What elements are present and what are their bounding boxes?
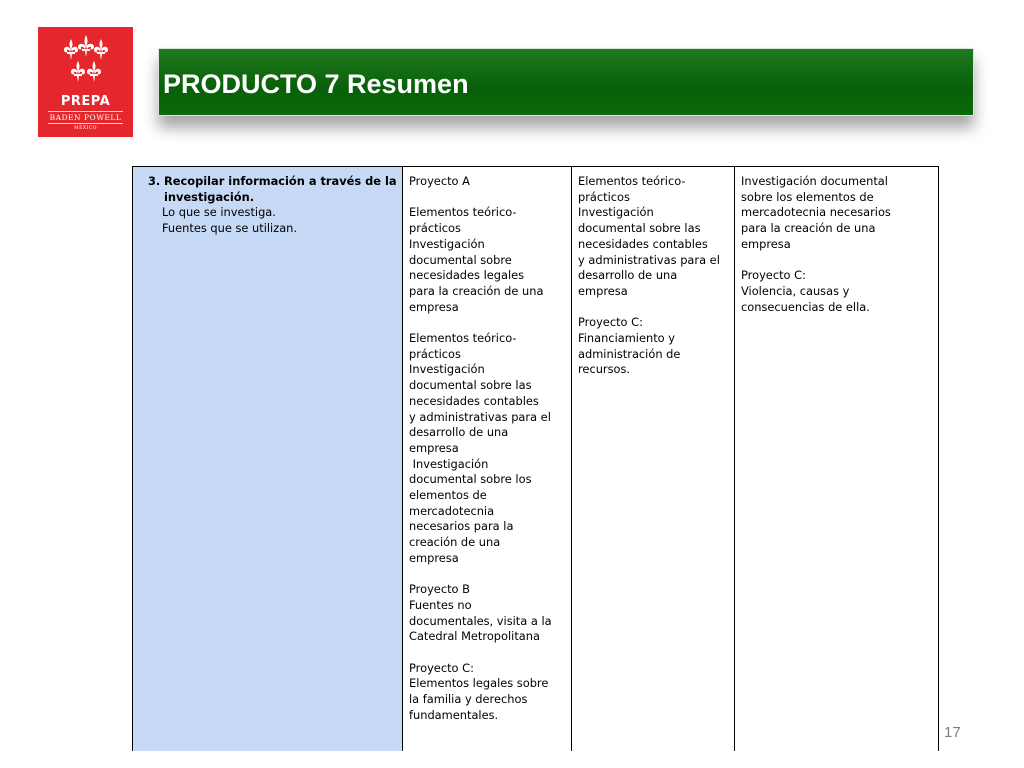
table-column-marketing (734, 167, 938, 751)
topic-line-investigates: Lo que se investiga. (162, 205, 276, 220)
topic-heading: Recopilar información a través de la (164, 174, 397, 188)
cell-paragraph: Proyecto C: Financiamiento y administración de recursos. (578, 315, 681, 377)
page-number: 17 (944, 724, 961, 741)
slide-title: PRODUCTO 7 Resumen (163, 69, 469, 99)
logo-brand: PREPA (60, 94, 111, 109)
logo-subtitle: BADEN POWELL (49, 113, 122, 122)
topic-heading-continued: investigación. (164, 189, 255, 204)
cell-paragraph: Proyecto B Fuentes no documentales, visita a la Catedral Metropolitana (409, 582, 552, 644)
cell-paragraph: Proyecto A (409, 174, 470, 188)
topic-number: 3. (148, 174, 161, 188)
cell-paragraph: Elementos teórico- prácticos Investigación documental sobre las necesidades contables y administrativas para el desarrollo de una empresa Investigación documental sobre los elementos de mercadotecnia necesarios para la creación de una empresa (409, 331, 551, 565)
table-column-accounting (571, 167, 734, 751)
cell-paragraph: Elementos teórico- prácticos Investigación documental sobre necesidades legales para la creación de una empresa (409, 205, 544, 314)
cell-paragraph: Proyecto C: Elementos legales sobre la familia y derechos fundamentales. (409, 660, 549, 722)
school-logo (38, 27, 133, 137)
fleur-de-lis-icon (56, 35, 116, 93)
logo-country: MÉXICO (73, 126, 97, 131)
cell-paragraph: Investigación documental sobre los elementos de mercadotecnia necesarios para la creación de una empresa (741, 174, 891, 251)
topic-line-sources: Fuentes que se utilizan. (162, 221, 298, 236)
summary-table (132, 166, 939, 751)
title-banner (158, 48, 974, 116)
cell-paragraph: Elementos teórico- prácticos Investigación documental sobre las necesidades contables y administrativas para el desarrollo de una empresa (578, 174, 720, 298)
cell-paragraph: Proyecto C: Violencia, causas y consecuencias de ella. (741, 268, 870, 314)
table-column-topic (133, 167, 402, 751)
table-column-projects (402, 167, 571, 751)
